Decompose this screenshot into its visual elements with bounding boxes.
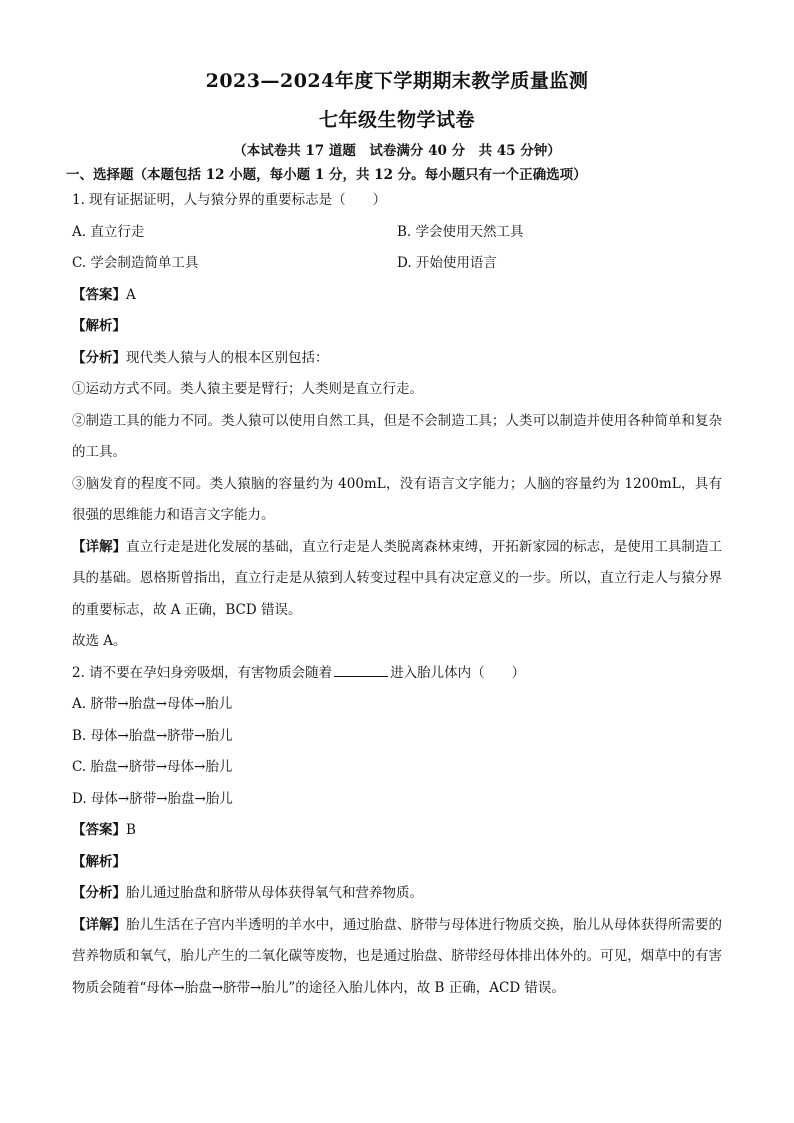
question-2-answer xyxy=(72,815,722,847)
question-1-option-a: A. 直立行走 xyxy=(72,223,145,240)
question-1-point-2: ②制造工具的能力不同。类人猿可以使用自然工具，但是不会制造工具；人类可以制造并使用各种简单和复杂的工具。 xyxy=(72,412,722,460)
detail-text: 直立行走是进化发展的基础，直立行走是人类脱离森林束缚，开拓新家园的标志，是使用工具制造工具的基础。恩格斯曾指出，直立行走是从猿到人转变过程中具有决定意义的一步。所以，直立行走人与猿分界的重要标志，故 A 正确，BCD 错误。 xyxy=(72,538,723,618)
detail-text: 胎儿生活在子宫内半透明的羊水中，通过胎盘、脐带与母体进行物质交换，胎儿从母体获得所需要的营养物质和氧气，胎儿产生的二氧化碳等废物，也是通过胎盘、脐带经母体排出体外的。可见，烟草中的有害物质会随着“母体→胎盘→脐带→胎儿”的途径入胎儿体内，故 B 正确，ACD 错误。 xyxy=(72,916,723,996)
answer-value: B xyxy=(126,822,136,838)
detail-tag: 【详解】 xyxy=(72,916,127,933)
exam-title: 2023—2024年度下学期期末教学质量监测 xyxy=(205,70,589,92)
question-1-fenxi xyxy=(72,343,722,375)
question-1-option-b: B. 学会使用天然工具 xyxy=(397,223,524,240)
question-2-option-b: B. 母体→胎盘→脐带→胎儿 xyxy=(72,727,233,744)
fenxi-text: 胎儿通过胎盘和脐带从母体获得氧气和营养物质。 xyxy=(126,885,423,901)
question-1-point-3: ③脑发育的程度不同。类人猿脑的容量约为 400mL，没有语言文字能力；人脑的容量约为 1200mL，具有很强的思维能力和语言文字能力。 xyxy=(72,475,722,523)
answer-tag: 【答案】 xyxy=(72,822,126,838)
fill-in-blank xyxy=(334,662,388,677)
question-2-stem-before: 2. 请不要在孕妇身旁吸烟，有害物质会随着 xyxy=(72,664,333,681)
question-1-analysis-heading xyxy=(72,311,722,343)
question-1-stem: 1. 现有证据证明，人与猿分界的重要标志是（ ） xyxy=(72,192,387,208)
fenxi-text: 现代类人猿与人的根本区别包括： xyxy=(126,349,329,366)
question-1-options-row-2 xyxy=(72,248,722,280)
question-1-point-1: ①运动方式不同。类人猿主要是臂行；人类则是直立行走。 xyxy=(72,381,423,397)
question-1-answer xyxy=(72,280,722,312)
question-1-conclusion: 故选 A。 xyxy=(72,633,127,649)
exam-page xyxy=(66,66,723,1004)
question-1-options-row-1 xyxy=(72,217,722,249)
question-1-detail xyxy=(72,532,722,627)
answer-value: A xyxy=(126,286,136,303)
analysis-tag: 【解析】 xyxy=(72,853,126,870)
question-2-stem xyxy=(72,658,722,690)
answer-tag: 【答案】 xyxy=(72,286,126,303)
question-2-analysis-heading xyxy=(72,847,722,879)
question-2-option-c: C. 胎盘→脐带→母体→胎儿 xyxy=(72,759,233,775)
exam-info: （本试卷共 17 道题 试卷满分 40 分 共 45 分钟） xyxy=(233,143,561,159)
analysis-tag: 【解析】 xyxy=(72,318,126,334)
question-2-detail xyxy=(72,910,722,1005)
question-2-option-d: D. 母体→脐带→胎盘→胎儿 xyxy=(72,790,233,807)
fenxi-tag: 【分析】 xyxy=(72,349,126,366)
section-heading: 一、选择题（本题包括 12 小题，每小题 1 分，共 12 分。每小题只有一个正确选项） xyxy=(66,167,587,183)
question-1-option-c: C. 学会制造简单工具 xyxy=(72,255,199,271)
question-2-stem-after: 进入胎儿体内（ ） xyxy=(390,664,526,681)
question-2-option-a: A. 脐带→胎盘→母体→胎儿 xyxy=(72,696,233,712)
question-2-fenxi xyxy=(72,878,722,910)
exam-subtitle: 七年级生物学试卷 xyxy=(318,109,475,131)
question-1-option-d: D. 开始使用语言 xyxy=(397,255,497,271)
fenxi-tag: 【分析】 xyxy=(72,885,126,901)
detail-tag: 【详解】 xyxy=(72,538,127,555)
